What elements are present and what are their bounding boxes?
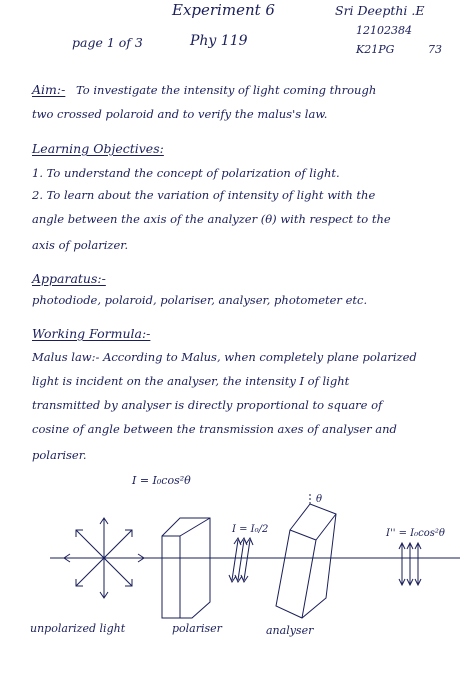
section-code: K21PG: [356, 43, 395, 56]
roll-number: 12102384: [356, 24, 412, 37]
objective-item-2-line-2: angle between the axis of the analyzer (θ) with respect to the: [32, 212, 391, 226]
objective-item-2: 2. To learn about the variation of intensity of light with the: [32, 188, 376, 202]
formula-line-1: Malus law:- According to Malus, when completely plane polarized: [32, 350, 417, 364]
analyser-label: analyser: [266, 624, 314, 637]
objective-item-1: 1. To understand the concept of polarization of light.: [32, 166, 340, 180]
intensity-1-label: I = I₀/2: [232, 524, 269, 535]
polarized-light-arrows: [229, 538, 253, 582]
aim-line-2: two crossed polaroid and to verify the malus's law.: [32, 107, 328, 121]
polariser-plate: [162, 518, 210, 618]
author-name: Sri Deepthi .E: [335, 3, 425, 18]
theta-label: θ: [316, 494, 323, 505]
serial-number: 73: [428, 43, 442, 56]
polariser-label: polariser: [172, 622, 222, 635]
page-number: page 1 of 3: [72, 35, 143, 50]
formula-line-3: transmitted by analyser is directly proportional to square of: [32, 398, 383, 412]
formula-heading: Working Formula:-: [32, 326, 151, 341]
transmitted-light-arrows: [399, 543, 421, 585]
unpolarized-light-label: unpolarized light: [30, 622, 126, 635]
polarization-diagram: [0, 490, 474, 675]
apparatus-list: photodiode, polaroid, polariser, analyser, photometer etc.: [32, 293, 368, 307]
formula-line-4: cosine of angle between the transmission axes of analyser and: [32, 422, 397, 436]
aim-line-1: To investigate the intensity of light coming through: [76, 83, 377, 97]
objectives-heading: Learning Objectives:: [32, 141, 164, 156]
unpolarized-light-icon: [64, 518, 144, 598]
intensity-2-label: I'' = I₀cos²θ: [386, 528, 445, 539]
objective-item-2-line-3: axis of polarizer.: [32, 238, 129, 252]
apparatus-heading: Apparatus:-: [32, 271, 106, 286]
course-code: Phy 119: [190, 33, 248, 49]
formula-line-5: polariser.: [32, 448, 87, 462]
malus-equation: I = I₀cos²θ: [132, 474, 191, 487]
analyser-plate: [276, 504, 336, 618]
aim-heading: Aim:-: [32, 82, 66, 97]
formula-line-2: light is incident on the analyser, the intensity I of light: [32, 374, 350, 388]
experiment-title: Experiment 6: [172, 1, 275, 19]
